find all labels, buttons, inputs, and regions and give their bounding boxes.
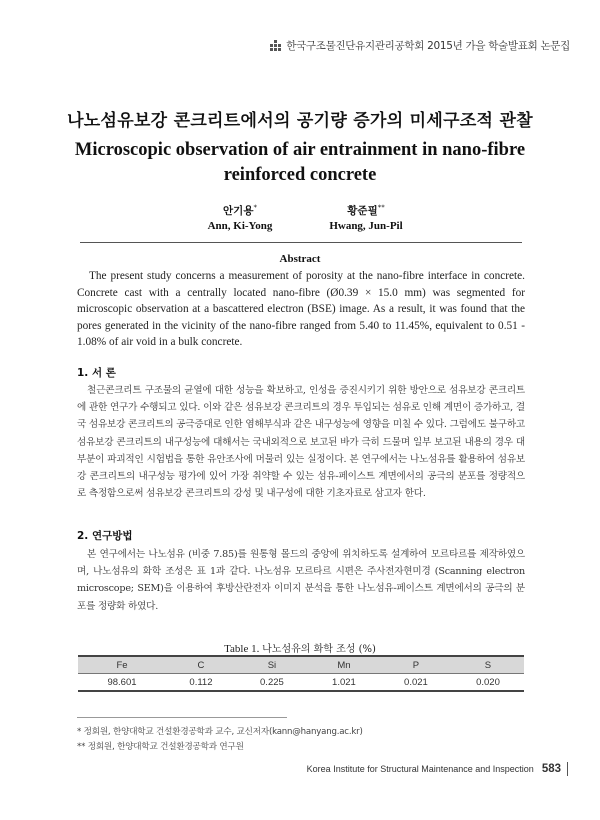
author-2-name-en: Hwang, Jun-Pil	[329, 220, 403, 232]
section-2-heading: 2. 연구방법	[77, 530, 133, 542]
table-row	[78, 674, 524, 692]
title-korean: 나노섬유보강 콘크리트에서의 공기량 증가의 미세구조적 관찰	[67, 111, 533, 131]
section-1-text: 철근콘크리트 구조물의 균열에 대한 성능을 확보하고, 인성을 증진시키기 위한 방안으로 섬유보강 콘크리트에 관한 연구가 수행되고 있다. 이와 같은 섬유보강 콘크리트의 경우 투입되는 섬유로 인해 계면이 증가하고, 결국 섬유보강 콘크리트의 공극증대로 인한 염해부식과 같은 내구성능에 영향을 미칠 수 있다. 그럼에도 불구하고 섬유보강 콘크리트의 내구성능에 대해서는 국내외적으로 보고된 바가 극히 드물며 일부 보고된 내용의 경우 대부분이 파괴적인 시험법을 통한 유안조사에 머물러 있는 실정이다. 본 연구에서는 나노섬유를 활용하여 섬유보강 콘크리트의 내구성능 평가에 있어 가장 취약할 수 있는 섬유-페이스트 계면에서의 공극의 분포를 정량적으로 측정함으로써 섬유보강 콘크리트의 강성 및 내구성에 대한 기초자료로 삼고자 한다.	[77, 385, 525, 500]
table-cell: 1.021	[308, 674, 380, 692]
author-1-name-ko: 안기용	[223, 205, 254, 217]
page-footer	[307, 762, 568, 776]
dotted-square-icon	[270, 40, 282, 52]
table-caption	[0, 640, 600, 655]
table-header-cell: Fe	[78, 656, 166, 674]
table-cell: 98.601	[78, 674, 166, 692]
running-header	[270, 38, 570, 53]
table-header-cell: Si	[236, 656, 308, 674]
author-1-mark: *	[253, 203, 257, 212]
composition-table	[78, 655, 524, 692]
table-caption-prefix: Table 1.	[224, 643, 260, 655]
author-2-mark: **	[377, 203, 385, 212]
footnote-2: ** 정회원, 한양대학교 건설환경공학과 연구원	[77, 742, 244, 752]
footer-journal: Korea Institute for Structural Maintenance and Inspection	[306, 764, 534, 774]
author-2-name-ko: 황준필	[347, 205, 378, 217]
section-2-text: 본 연구에서는 나노섬유 (비중 7.85)를 원통형 몰드의 중앙에 위치하도록 설계하여 모르타르를 제작하였으며, 나노섬유의 화학 조성은 표 1과 같다. 나노섬유 모르타르 시편은 주사전자현미경 (Scanning electron microscope; SEM)을 이용하여 후방산란전자 이미지 분석을 통한 나노섬유-페이스트 계면에서의 공극의 분포를 정량화 하였다.	[77, 549, 525, 612]
table-cell: 0.020	[452, 674, 524, 692]
abstract-heading: Abstract	[279, 253, 321, 265]
author-1	[170, 203, 310, 232]
author-2	[296, 203, 436, 232]
footnote-divider	[77, 717, 287, 718]
table-header-cell: Mn	[308, 656, 380, 674]
table-header-cell: C	[166, 656, 236, 674]
table-cell: 0.112	[166, 674, 236, 692]
title-divider	[80, 242, 522, 243]
table-cell: 0.225	[236, 674, 308, 692]
header-text: 한국구조물진단유지관리공학회 2015년 가을 학술발표회 논문집	[286, 40, 570, 52]
author-list	[0, 203, 600, 239]
section-1-heading: 1. 서 론	[77, 367, 116, 379]
page-number: 583	[542, 762, 568, 776]
table-header-cell: P	[380, 656, 452, 674]
table-caption-text: 나노섬유의 화학 조성 (%)	[262, 644, 376, 655]
footnote-1: * 정회원, 한양대학교 건설환경공학과 교수, 교신저자(kann@hanyang.ac.kr)	[77, 727, 363, 737]
table-header-row	[78, 656, 524, 674]
abstract-text: The present study concerns a measurement of porosity at the nano-fibre interface in concrete. Concrete cast with a centrally located nano-fibre (Ø0.39 × 15.0 mm) was segmented for microscopic observation at a bascattered electron (BSE) image. As a result, it was found that the pores generated in the vicinity of the nano-fibre ranged from 5.40 to 11.45%, equivalent to 0.51 - 1.08% of air void in a bulk concrete.	[77, 270, 525, 348]
author-1-name-en: Ann, Ki-Yong	[207, 220, 273, 232]
table-cell: 0.021	[380, 674, 452, 692]
table-header-cell: S	[452, 656, 524, 674]
title-english: Microscopic observation of air entrainment in nano-fibre reinforced concrete	[74, 140, 526, 185]
